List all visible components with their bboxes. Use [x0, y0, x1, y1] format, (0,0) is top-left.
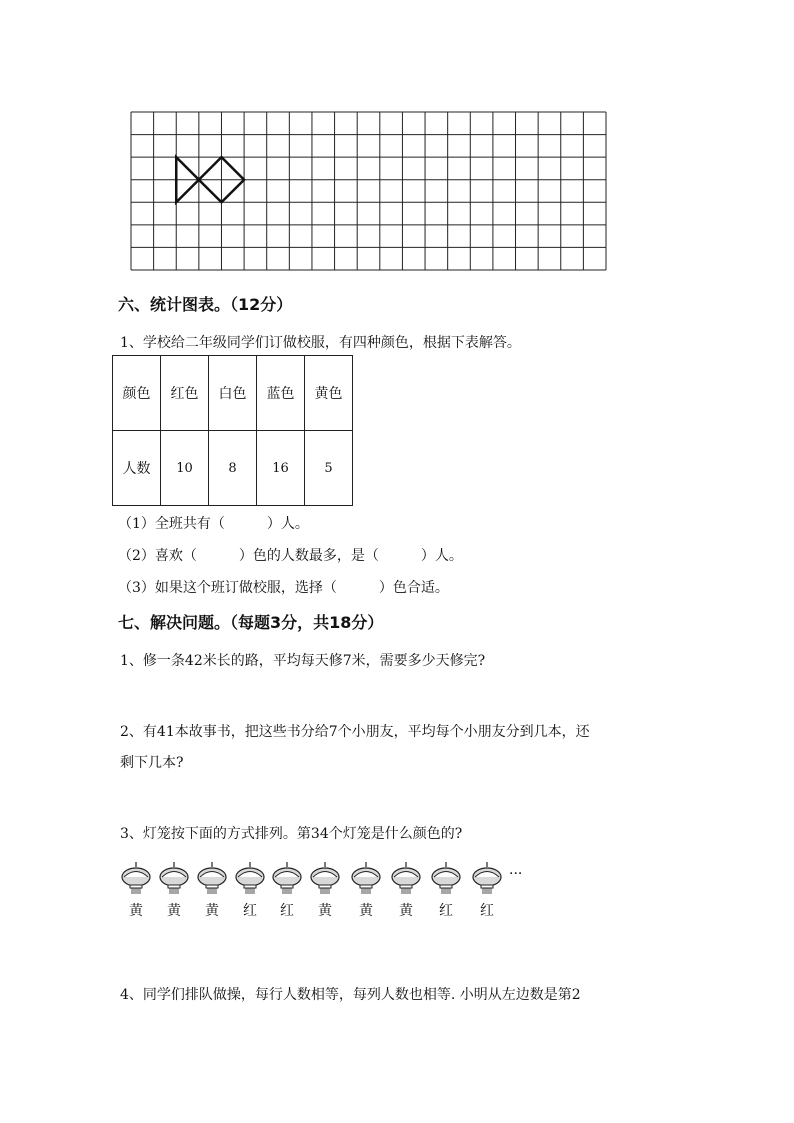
- lantern-label: 黄: [205, 903, 219, 919]
- lantern-label: 黄: [318, 903, 332, 919]
- table-cell: 人数: [113, 431, 161, 506]
- lantern-icon: [309, 862, 341, 896]
- section7-question-3: 3、灯笼按下面的方式排列。第34个灯笼是什么颜色的?: [120, 826, 463, 842]
- table-cell: 16: [257, 431, 305, 506]
- table-cell: 8: [209, 431, 257, 506]
- grid-figure: [130, 111, 607, 271]
- section7-question-4: 4、同学们排队做操，每行人数相等，每列人数也相等. 小明从左边数是第2: [120, 987, 581, 1003]
- sub-question-1: （1）全班共有（ ）人。: [118, 516, 309, 532]
- lantern-icon: [271, 862, 303, 896]
- section7-question-2-line-1: 2、有41本故事书，把这些书分给7个小朋友，平均每个小朋友分到几本，还: [120, 724, 590, 740]
- sub-question-2: （2）喜欢（ ）色的人数最多，是（ ）人。: [118, 548, 463, 564]
- lantern-label: 黄: [129, 903, 143, 919]
- lantern-icon: [196, 862, 228, 896]
- table-row: [113, 356, 353, 431]
- lantern-label: 红: [280, 903, 294, 919]
- table-cell: 黄色: [305, 356, 353, 431]
- lantern-label: 红: [480, 903, 494, 919]
- section7-question-1: 1、修一条42米长的路，平均每天修7米，需要多少天修完?: [120, 653, 486, 669]
- lantern-icon: [471, 862, 503, 896]
- table-cell: 蓝色: [257, 356, 305, 431]
- lantern-label: 黄: [359, 903, 373, 919]
- lantern-label: 黄: [167, 903, 181, 919]
- grid-svg: [130, 111, 607, 271]
- section6-question-1: 1、学校给二年级同学们订做校服，有四种颜色，根据下表解答。: [120, 335, 521, 351]
- section7-question-2-line-2: 剩下几本?: [120, 755, 184, 771]
- table-row: [113, 431, 353, 506]
- table-cell: 5: [305, 431, 353, 506]
- table-cell: 10: [161, 431, 209, 506]
- lantern-icon: [158, 862, 190, 896]
- table-cell: 红色: [161, 356, 209, 431]
- table-cell: 白色: [209, 356, 257, 431]
- lantern-icon: [120, 862, 152, 896]
- lantern-icon: [234, 862, 266, 896]
- lantern-label: 黄: [399, 903, 413, 919]
- lantern-icon: [390, 862, 422, 896]
- table-cell: 颜色: [113, 356, 161, 431]
- lantern-ellipsis: ···: [509, 866, 523, 882]
- sub-question-3: （3）如果这个班订做校服，选择（ ）色合适。: [118, 580, 449, 596]
- lantern-icon: [430, 862, 462, 896]
- uniform-color-table: [112, 355, 353, 506]
- lantern-label: 红: [243, 903, 257, 919]
- section6-heading: 六、统计图表。（12分）: [118, 295, 293, 314]
- section7-heading: 七、解决问题。（每题3分，共18分）: [118, 613, 384, 632]
- lantern-icon: [350, 862, 382, 896]
- lantern-label: 红: [439, 903, 453, 919]
